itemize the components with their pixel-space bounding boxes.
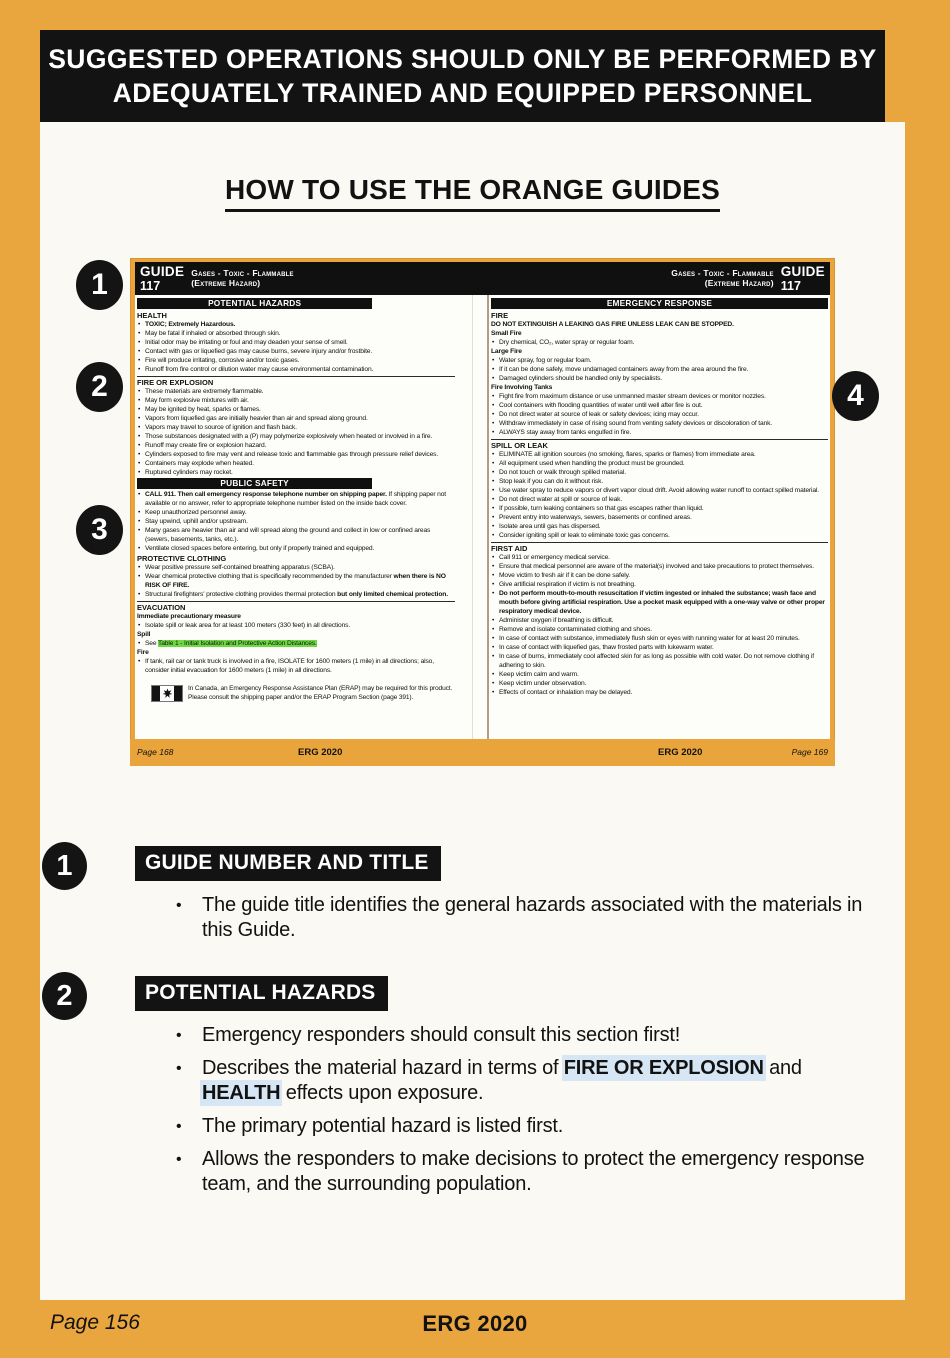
guide-text-line: • Remove and isolate contaminated clothing and shoes. [492,626,652,633]
guide-text-line: • All equipment used when handling the product must be grounded. [492,460,685,467]
guide-section-bar: EMERGENCY RESPONSE [491,298,828,309]
guide-text-line: • Call 911 or emergency medical service. [492,554,610,561]
callout-label: GUIDE NUMBER AND TITLE [135,846,441,881]
guide-text-line: • Do not direct water at spill or source of leak. [492,496,623,503]
guide-text-line: • ALWAYS stay away from tanks engulfed in fire. [492,429,632,436]
guide-text-line: • TOXIC; Extremely Hazardous. [138,321,236,328]
guide-text-line: • Contact with gas or liquefied gas may cause burns, severe injury and/or frostbite. [138,348,373,355]
guide-text-line: • Withdraw immediately in case of rising sound from venting safety devices or discoloration of tank. [492,420,772,427]
callout-bullets [135,1023,880,1197]
guide-section-heading: SPILL OR LEAK [491,439,828,450]
callout-bullet: • The guide title identifies the general hazards associated with the materials in this Guide. [176,894,863,941]
guide-section-heading: FIRE OR EXPLOSION [137,376,455,387]
guide-text-line: • May be ignited by heat, sparks or flames. [138,406,261,413]
callout-bullets [135,893,880,943]
guide-left-page-number: Page 168 [137,747,174,757]
guide-text-line: • In case of contact with substance, immediately flush skin or eyes with running water for at least 20 minutes. [492,635,800,642]
page-footer [0,1300,950,1358]
guide-section-heading: FIRE [491,311,509,320]
guide-text-line: • Cylinders exposed to fire may vent and release toxic and flammable gas through pressure relief devices. [138,451,439,458]
guide-text-line: • Structural firefighters' protective clothing provides thermal protection but only limited chemical protection. [138,591,448,598]
guide-text-line: • Ensure that medical personnel are aware of the material(s) involved and take precautions to protect themselves. [492,563,814,570]
warning-banner-line1: SUGGESTED OPERATIONS SHOULD ONLY BE PERFORMED BY [48,43,877,74]
guide-text-line: • In case of contact with liquefied gas, thaw frosted parts with lukewarm water. [492,644,714,651]
guide-text-line: • If it can be done safely, move undamaged containers away from the area around the fire. [492,366,749,373]
guide-subtitle: (Extreme Hazard) [704,277,774,288]
guide-text-line: • If possible, turn leaking containers so that gas escapes rather than liquid. [492,505,704,512]
guide-label: GUIDE [780,263,825,279]
callout-circle-1: 1 [42,842,87,890]
guide-text-line: • Move victim to fresh air if it can be done safely. [492,572,631,579]
page-gap [457,295,489,739]
guide-footer-band [130,739,835,766]
guide-spread-figure [130,258,835,766]
callout-bullet: • Describes the material hazard in terms of FIRE OR EXPLOSION and HEALTH effects upon exposure. [176,1057,802,1104]
guide-text-line: Small Fire [491,330,522,337]
guide-label: GUIDE [140,263,185,279]
guide-text-line: • Do not touch or walk through spilled material. [492,469,626,476]
guide-text-line: Fire [137,649,149,656]
guide-number: 117 [140,279,161,293]
guide-text-line: • Dry chemical, CO₂, water spray or regular foam. [492,339,635,346]
guide-title: Gases - Toxic - Flammable [671,268,774,279]
guide-section-heading: FIRST AID [491,542,828,553]
guide-text-line: • Administer oxygen if breathing is difficult. [492,617,614,624]
guide-text-line: Spill [137,631,151,638]
guide-text-line: • Ruptured cylinders may rocket. [138,469,233,476]
content-sheet [40,122,905,1300]
guide-text-line: • Many gases are heavier than air and will spread along the ground and collect in low or confined areas (sewers, basements, tanks, etc.). [138,527,431,543]
canada-erap-note [137,685,455,703]
page-title: HOW TO USE THE ORANGE GUIDES [40,174,905,212]
guide-text-line: Large Fire [491,348,522,355]
guide-text-line: • Water spray, fog or regular foam. [492,357,592,364]
guide-text-line: • In case of burns, immediately cool affected skin for as long as possible with cold water. Do not remove clothing if adhering to skin. [492,653,814,669]
guide-text-line: • See Table 1 - Initial Isolation and Protective Action Distances. [138,640,317,647]
guide-text-line: Immediate precautionary measure [137,613,241,620]
guide-text-line: • Vapors from liquefied gas are initially heavier than air and spread along ground. [138,415,368,422]
guide-number: 117 [780,279,801,293]
guide-text-line: • Do not perform mouth-to-mouth resuscitation if victim ingested or inhaled the substance; wash face and mouth before giving artificial respiration. Use a pocket mask equipped with a one-way valve or other proper respiratory medical device. [492,590,825,615]
callout-bullet: • The primary potential hazard is listed first. [176,1115,564,1137]
guide-text-line: • CALL 911. Then call emergency response telephone number on shipping paper. If shipping paper not available or no answer, refer to appropriate telephone number listed on the inside back cover. [138,491,447,507]
guide-text-line: • Give artificial respiration if victim is not breathing. [492,581,636,588]
guide-text-line: • Wear chemical protective clothing that is specifically recommended by the manufacturer when there is NO RISK OF FIRE. [138,573,446,589]
warning-banner-line2: ADEQUATELY TRAINED AND EQUIPPED PERSONNEL [112,78,813,108]
guide-text-line: • May be fatal if inhaled or absorbed through skin. [138,330,281,337]
guide-section-bar: POTENTIAL HAZARDS [137,298,372,309]
guide-left-page [135,295,457,739]
marker-circle-3: 3 [76,505,123,555]
guide-pages [135,295,830,739]
warning-banner [40,30,885,122]
guide-text-line: • Initial odor may be irritating or foul and may deaden your sense of smell. [138,339,348,346]
guide-text-line: • Cool containers with flooding quantities of water until well after fire is out. [492,402,703,409]
guide-section-heading: PROTECTIVE CLOTHING [137,554,227,563]
guide-text-line: • Prevent entry into waterways, sewers, basements or confined areas. [492,514,692,521]
marker-circle-1: 1 [76,260,123,310]
guide-right-page [489,295,830,739]
guide-section-bar: PUBLIC SAFETY [137,478,372,489]
footer-page-number: Page 156 [50,1311,140,1334]
callout-guide-number-and-title [135,846,880,951]
guide-right-erg-label: ERG 2020 [658,747,703,758]
guide-text-line: Fire Involving Tanks [491,384,553,391]
guide-text-line: • Runoff from fire control or dilution water may cause environmental contamination. [138,366,374,373]
guide-text-line: • Do not direct water at source of leak or safety devices; icing may occur. [492,411,699,418]
callout-label: POTENTIAL HAZARDS [135,976,388,1011]
guide-text-line: • Consider igniting spill or leak to eliminate toxic gas concerns. [492,532,670,539]
guide-section-heading: HEALTH [137,311,167,320]
marker-circle-2: 2 [76,362,123,412]
canada-note-text: In Canada, an Emergency Response Assistance Plan (ERAP) may be required for this product. Please consult the shipping paper and/or the ERAP Program Section (page 391). [188,685,453,701]
footer-erg-label: ERG 2020 [422,1311,528,1336]
guide-header-right [671,265,825,293]
guide-text-line: • Wear positive pressure self-contained breathing apparatus (SCBA). [138,564,335,571]
callout-potential-hazards [135,976,880,1205]
marker-circle-4: 4 [832,371,879,421]
guide-text-line: • Fight fire from maximum distance or use unmanned master stream devices or monitor nozzles. [492,393,766,400]
guide-text-line: • Keep victim calm and warm. [492,671,579,678]
guide-left-erg-label: ERG 2020 [298,747,343,758]
guide-text-line: • ELIMINATE all ignition sources (no smoking, flares, sparks or flames) from immediate area. [492,451,756,458]
guide-title: Gases - Toxic - Flammable [191,268,294,279]
guide-right-page-number: Page 169 [791,747,828,757]
canada-flag-icon [151,685,183,702]
guide-header-left [140,265,294,293]
callout-circle-2: 2 [42,972,87,1020]
guide-text-line: DO NOT EXTINGUISH A LEAKING GAS FIRE UNLESS LEAK CAN BE STOPPED. [491,321,734,328]
guide-header-band [135,262,830,295]
guide-text-line: • Stop leak if you can do it without risk. [492,478,604,485]
guide-text-line: • These materials are extremely flammable. [138,388,264,395]
callout-bullet: • Allows the responders to make decisions to protect the emergency response team, and the surrounding population. [176,1148,865,1195]
guide-text-line: • If tank, rail car or tank truck is involved in a fire, ISOLATE for 1600 meters (1 mile) in all directions; also, consider initial evacuation for 1600 meters (1 mile) in all directions. [138,658,434,674]
guide-text-line: • Stay upwind, uphill and/or upstream. [138,518,248,525]
guide-text-line: • Those substances designated with a (P) may polymerize explosively when heated or involved in a fire. [138,433,433,440]
guide-text-line: • Damaged cylinders should be handled only by specialists. [492,375,662,382]
guide-text-line: • Isolate spill or leak area for at least 100 meters (330 feet) in all directions. [138,622,351,629]
guide-text-line: • Runoff may create fire or explosion hazard. [138,442,267,449]
guide-text-line: • Vapors may travel to source of ignition and flash back. [138,424,297,431]
guide-text-line: • Fire will produce irritating, corrosive and/or toxic gases. [138,357,300,364]
guide-text-line: • May form explosive mixtures with air. [138,397,249,404]
guide-text-line: • Keep unauthorized personnel away. [138,509,247,516]
guide-subtitle: (Extreme Hazard) [191,277,261,288]
callout-bullet: • Emergency responders should consult this section first! [176,1024,681,1046]
guide-text-line: • Keep victim under observation. [492,680,587,687]
guide-text-line: • Containers may explode when heated. [138,460,254,467]
guide-text-line: • Isolate area until gas has dispersed. [492,523,601,530]
guide-text-line: • Ventilate closed spaces before entering, but only if properly trained and equipped. [138,545,375,552]
guide-text-line: • Use water spray to reduce vapors or divert vapor cloud drift. Avoid allowing water runoff to contact spilled material. [492,487,819,494]
guide-section-heading: EVACUATION [137,601,455,612]
guide-text-line: • Effects of contact or inhalation may be delayed. [492,689,633,696]
